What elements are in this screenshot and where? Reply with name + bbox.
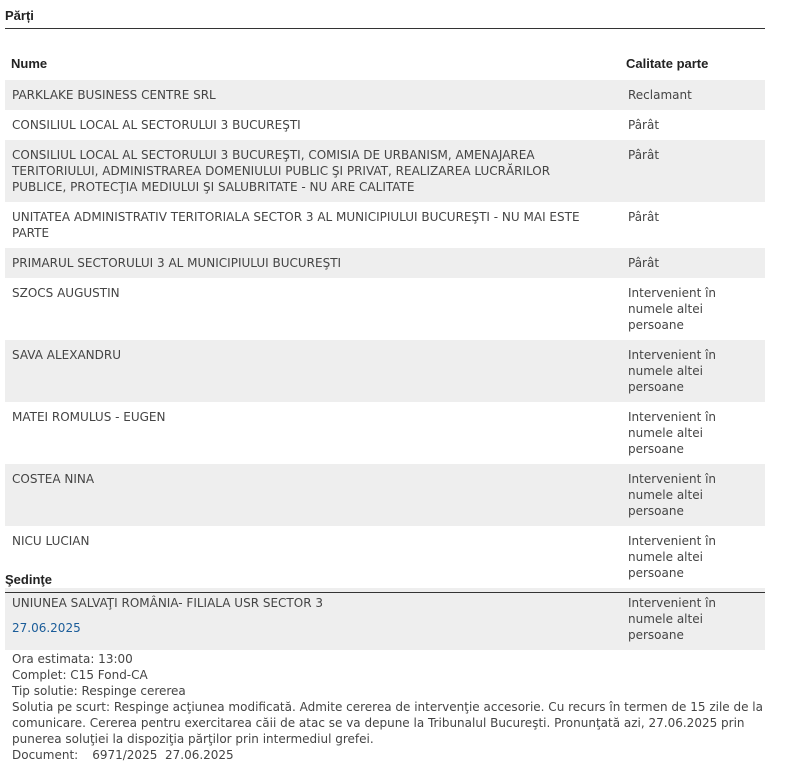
- party-name: PARKLAKE BUSINESS CENTRE SRL: [5, 80, 621, 110]
- document-date: 27.06.2025: [164, 748, 234, 762]
- party-name: COSTEA NINA: [5, 464, 621, 526]
- party-name: CONSILIUL LOCAL AL SECTORULUI 3 BUCUREŞTI, COMISIA DE URBANISM, AMENAJAREA TERITORIULUI, ADMINISTRAREA DOMENIULUI PUBLIC ŞI PRIVAT, REALIZAREA LUCRĂRILOR PUBLICE, PROTECŢIA MEDIULUI ŞI SALUBRITATE - NU ARE CALITATE: [5, 140, 621, 202]
- party-name: PRIMARUL SECTORULUI 3 AL MUNICIPIULUI BUCUREŞTI: [5, 248, 621, 278]
- party-role: Intervenient în numele altei persoane: [621, 402, 765, 464]
- party-role: Intervenient în numele altei persoane: [621, 278, 765, 340]
- table-row: [5, 80, 765, 110]
- party-role: Pârât: [621, 248, 765, 278]
- complet: Complet: C15 Fond-CA: [12, 668, 148, 682]
- party-role: Intervenient în numele altei persoane: [621, 340, 765, 402]
- party-role: Pârât: [621, 110, 765, 140]
- party-name: NICU LUCIAN: [5, 526, 621, 588]
- table-row: [5, 202, 765, 248]
- estimated-time: Ora estimata: 13:00: [12, 652, 133, 666]
- party-role: Intervenient în numele altei persoane: [621, 588, 765, 650]
- column-header-name: Nume: [11, 56, 48, 71]
- party-name: SAVA ALEXANDRU: [5, 340, 621, 402]
- party-name: CONSILIUL LOCAL AL SECTORULUI 3 BUCUREŞTI: [5, 110, 621, 140]
- solution-type: Tip solutie: Respinge cererea: [12, 684, 186, 698]
- hearing-date: 27.06.2025: [12, 621, 81, 635]
- document-label: Document:: [12, 748, 79, 762]
- table-row: [5, 340, 765, 402]
- document-line: [12, 747, 772, 763]
- party-role: Pârât: [621, 140, 765, 202]
- party-name: SZOCS AUGUSTIN: [5, 278, 621, 340]
- document-number: 6971/2025: [92, 748, 158, 762]
- solution-summary: Solutia pe scurt: Respinge acţiunea modificată. Admite cererea de intervenţie accesorie. Cu recurs în termen de 15 zile de la comunicare. Cererea pentru exercitarea căii de atac se va depune la Tribunalul Bucureşti. Pronunţată azi, 27.06.2025 prin punerea soluţiei la dispoziţia părţilor prin intermediul grefei.: [12, 700, 763, 746]
- sedinte-section-title: Şedinţe: [5, 572, 765, 593]
- party-role: Intervenient în numele altei persoane: [621, 526, 765, 588]
- party-role: Pârât: [621, 202, 765, 248]
- parties-table-header: [5, 54, 765, 76]
- party-role: Reclamant: [621, 80, 765, 110]
- party-name: UNIUNEA SALVAŢI ROMÂNIA- FILIALA USR SECTOR 3: [5, 588, 621, 650]
- table-row: [5, 464, 765, 526]
- table-row: [5, 588, 765, 650]
- table-row: [5, 278, 765, 340]
- table-row: [5, 402, 765, 464]
- column-header-role: Calitate parte: [626, 56, 709, 71]
- hearing-details: [12, 651, 772, 763]
- parti-section-title: Părți: [5, 8, 765, 29]
- table-row: [5, 110, 765, 140]
- party-name: MATEI ROMULUS - EUGEN: [5, 402, 621, 464]
- table-row: [5, 248, 765, 278]
- party-role: Intervenient în numele altei persoane: [621, 464, 765, 526]
- table-row: [5, 140, 765, 202]
- parties-table: [5, 80, 765, 650]
- party-name: UNITATEA ADMINISTRATIV TERITORIALA SECTOR 3 AL MUNICIPIULUI BUCUREŞTI - NU MAI ESTE PARTE: [5, 202, 621, 248]
